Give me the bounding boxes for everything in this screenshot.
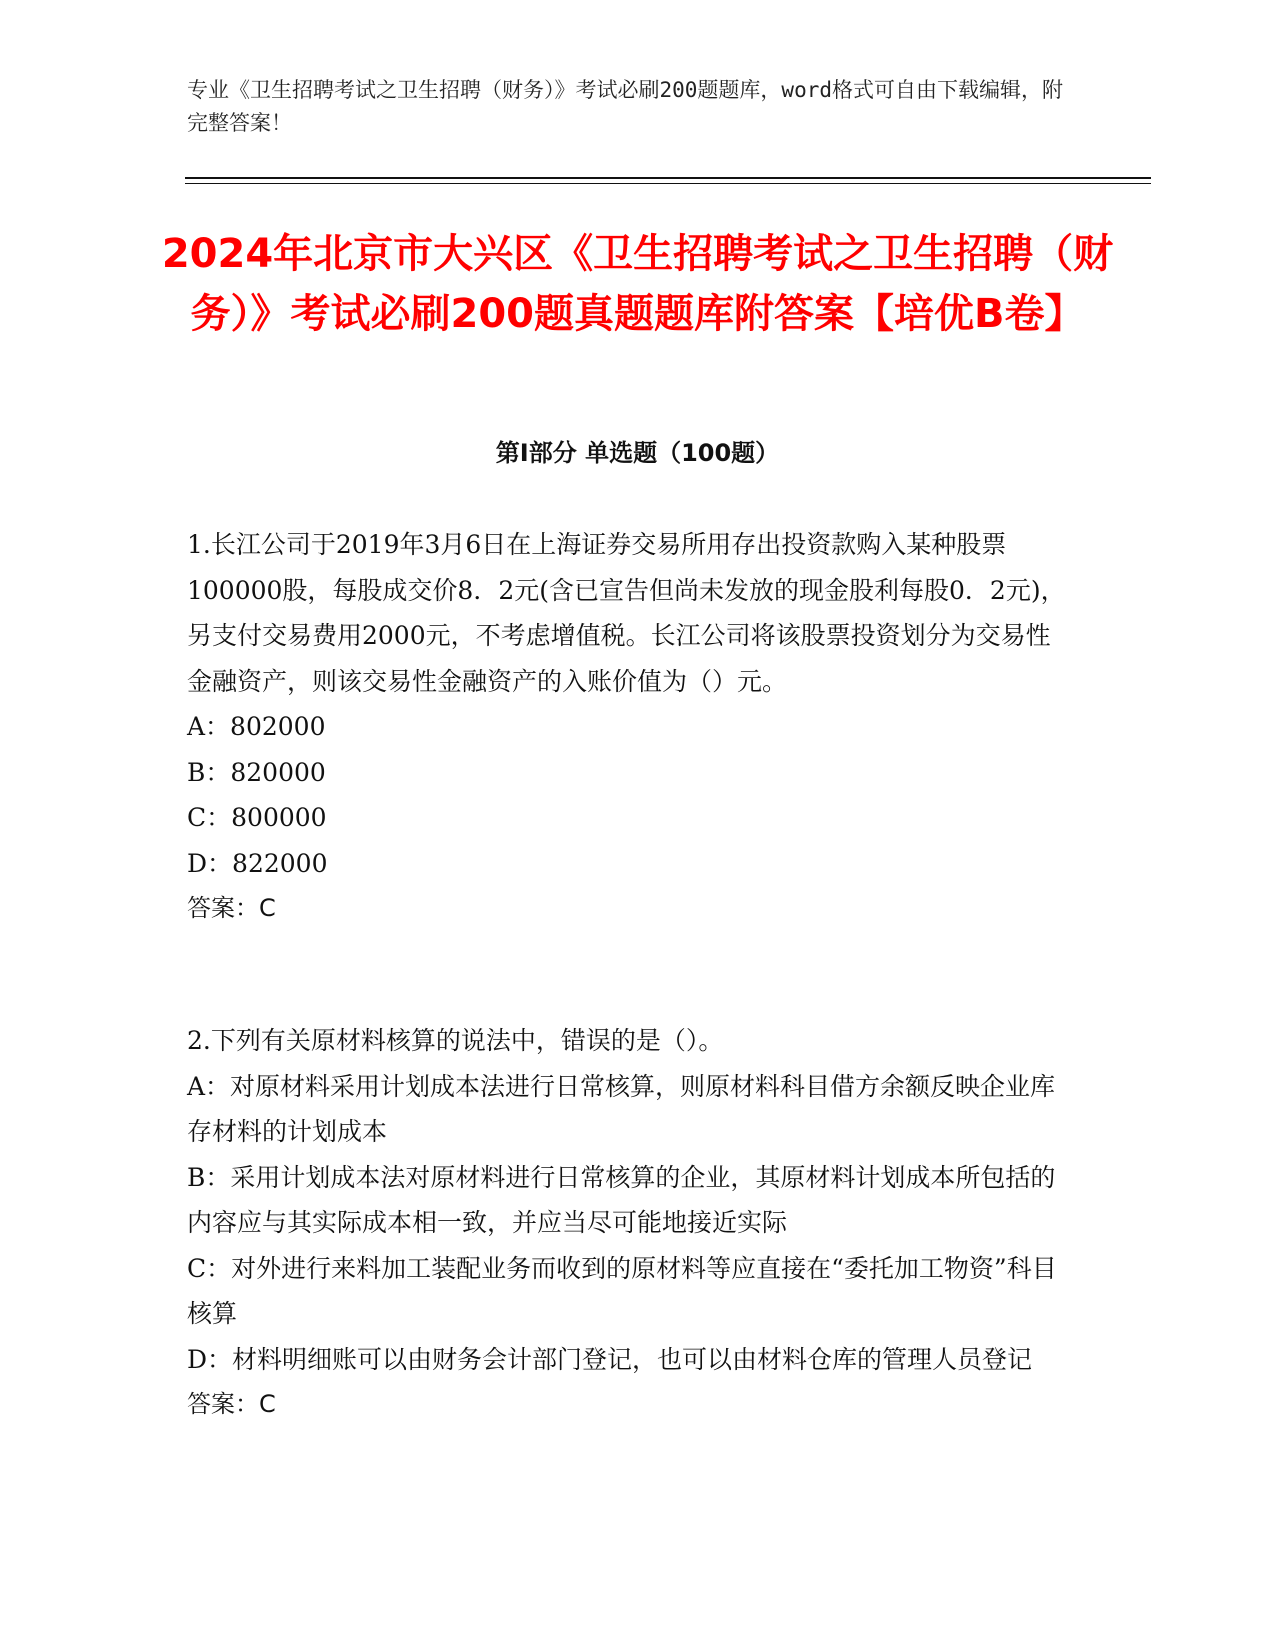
question-1 [187,522,1067,932]
option-c: C：对外进行来料加工装配业务而收到的原材料等应直接在“委托加工物资”科目核算 [187,1253,1057,1328]
header-divider-thin [185,183,1151,184]
question-stem: 2.下列有关原材料核算的说法中，错误的是（）。 [187,1026,724,1055]
header-divider-thick [185,177,1151,179]
option-c: C：800000 [187,803,327,832]
option-a: A：802000 [187,712,326,741]
document-title: 2024年北京市大兴区《卫生招聘考试之卫生招聘（财务）》考试必刷200题真题题库附答案【培优B卷】 [161,231,1114,337]
section-title: 第Ⅰ部分 单选题（100题） [495,439,780,467]
option-b: B：820000 [187,757,326,787]
answer: 答案：C [187,894,276,922]
option-d: D：822000 [187,848,328,878]
header-note: 专业《卫生招聘考试之卫生招聘（财务）》考试必刷200题题库，word格式可自由下载编辑，附完整答案！ [187,78,1063,135]
question-2 [187,1018,1067,1428]
option-d: D：材料明细账可以由财务会计部门登记，也可以由材料仓库的管理人员登记 [187,1344,1033,1374]
option-b: B：采用计划成本法对原材料进行日常核算的企业，其原材料计划成本所包括的内容应与其实际成本相一致，并应当尽可能地接近实际 [187,1162,1056,1237]
option-a: A：对原材料采用计划成本法进行日常核算，则原材料科目借方余额反映企业库存材料的计划成本 [187,1071,1056,1146]
question-stem: 1.长江公司于2019年3月6日在上海证券交易所用存出投资款购入某种股票100000股，每股成交价8．2元(含已宣告但尚未发放的现金股利每股0．2元)，另支付交易费用2000元，不考虑增值税。长江公司将该股票投资划分为交易性金融资产，则该交易性金融资产的入账价值为（）元。 [187,530,1066,696]
answer: 答案：C [187,1390,276,1418]
